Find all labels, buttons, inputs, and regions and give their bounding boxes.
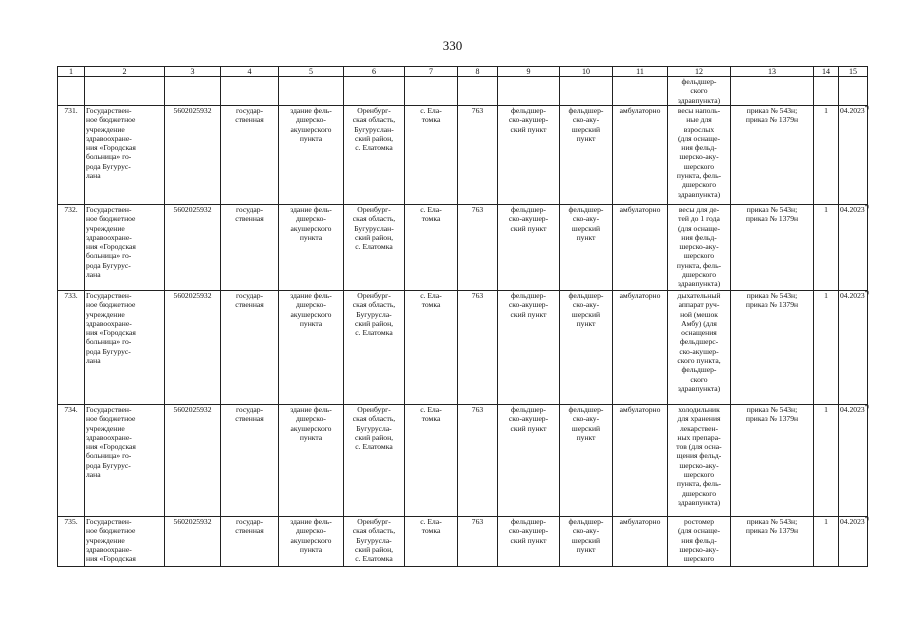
footnote-mark: *) xyxy=(864,205,869,210)
building-type: здание фель- дшерско- акушерского пункта xyxy=(279,405,344,517)
building-type: здание фель- дшерско- акушерского пункта xyxy=(279,205,344,291)
col-header-5: 5 xyxy=(279,67,344,77)
address: Оренбург- ская область, Бугурусла- ский район, с. Елатомка xyxy=(344,291,405,405)
continuation-cell xyxy=(221,77,279,106)
organization-name: Государствен- ное бюджетное учреждение здравоохране- ния «Городская больница» го- рода Бугурус- лана xyxy=(85,106,165,205)
col-header-6: 6 xyxy=(344,67,405,77)
page-number: 330 xyxy=(442,38,463,53)
equipment: весы наполь- ные для взрослых (для оснаще- ния фельд- шерско-аку- шерского пункта, фель- дшерского здравпункта) xyxy=(668,106,731,205)
table-row xyxy=(58,517,868,567)
col-header-11: 11 xyxy=(613,67,668,77)
organization-name: Государствен- ное бюджетное учреждение здравоохране- ния «Городская xyxy=(85,517,165,567)
col-header-14: 14 xyxy=(814,67,839,77)
address: Оренбург- ская область, Бугурусла- ский район, с. Елатомка xyxy=(344,517,405,567)
continuation-cell xyxy=(814,77,839,106)
ownership-form: государ- ственная xyxy=(221,517,279,567)
facility-type: фельдшер- ско-акушер- ский пункт xyxy=(498,517,560,567)
equipment: ростомер (для оснаще- ния фельд- шерско-аку- шерского xyxy=(668,517,731,567)
col-header-10: 10 xyxy=(560,67,613,77)
continuation-cell xyxy=(560,77,613,106)
building-type: здание фель- дшерско- акушерского пункта xyxy=(279,517,344,567)
col-header-8: 8 xyxy=(458,67,498,77)
order-reference: приказ № 543н; приказ № 1379н xyxy=(731,517,814,567)
deadline-date: 04.2023*) xyxy=(839,291,868,405)
continuation-cell xyxy=(731,77,814,106)
settlement: с. Ела- томка xyxy=(405,405,458,517)
care-condition: амбулаторно xyxy=(613,291,668,405)
care-condition: амбулаторно xyxy=(613,405,668,517)
settlement-code: 763 xyxy=(458,517,498,567)
continuation-cell xyxy=(344,77,405,106)
continuation-cell xyxy=(839,77,868,106)
continuation-cell xyxy=(613,77,668,106)
settlement: с. Ела- томка xyxy=(405,517,458,567)
organization-name: Государствен- ное бюджетное учреждение здравоохране- ния «Городская больница» го- рода Бугурус- лана xyxy=(85,405,165,517)
building-type: здание фель- дшерско- акушерского пункта xyxy=(279,291,344,405)
facility-type: фельдшер- ско-акушер- ский пункт xyxy=(498,291,560,405)
continuation-row xyxy=(58,77,868,106)
row-number: 733. xyxy=(58,291,85,405)
equipment: холодильник для хранения лекарствен- ных препара- тов (для осна- щения фельд- шерско-аку- шерского пункта, фель- дшерского здравпункта) xyxy=(668,405,731,517)
quantity: 1 xyxy=(814,405,839,517)
row-number: 735. xyxy=(58,517,85,567)
quantity: 1 xyxy=(814,106,839,205)
deadline-date: 04.2023*) xyxy=(839,205,868,291)
inn-code: 5602025932 xyxy=(165,106,221,205)
equipment: весы для де- тей до 1 года (для оснаще- ния фельд- шерско-аку- шерского пункта, фель- дшерского здравпункта) xyxy=(668,205,731,291)
col-header-9: 9 xyxy=(498,67,560,77)
facility-type: фельдшер- ско-акушер- ский пункт xyxy=(498,405,560,517)
ownership-form: государ- ственная xyxy=(221,405,279,517)
continuation-cell: фельдшер- ского здравпункта) xyxy=(668,77,731,106)
table-row xyxy=(58,405,868,517)
table-row xyxy=(58,291,868,405)
settlement: с. Ела- томка xyxy=(405,291,458,405)
header-row xyxy=(58,67,868,77)
row-number: 732. xyxy=(58,205,85,291)
order-reference: приказ № 543н; приказ № 1379н xyxy=(731,205,814,291)
deadline-date: 04.2023*) xyxy=(839,517,868,567)
inn-code: 5602025932 xyxy=(165,205,221,291)
settlement-code: 763 xyxy=(458,205,498,291)
table-row xyxy=(58,205,868,291)
unit-type: фельдшер- ско-аку- шерский пункт xyxy=(560,517,613,567)
settlement: с. Ела- томка xyxy=(405,205,458,291)
deadline-date: 04.2023*) xyxy=(839,405,868,517)
row-number: 734. xyxy=(58,405,85,517)
quantity: 1 xyxy=(814,205,839,291)
care-condition: амбулаторно xyxy=(613,205,668,291)
footnote-mark: *) xyxy=(864,106,869,111)
row-number: 731. xyxy=(58,106,85,205)
footnote-mark: *) xyxy=(864,291,869,296)
continuation-cell xyxy=(85,77,165,106)
continuation-cell xyxy=(498,77,560,106)
address: Оренбург- ская область, Бугуруслан- ский район, с. Елатомка xyxy=(344,106,405,205)
quantity: 1 xyxy=(814,291,839,405)
facility-type: фельдшер- ско-акушер- ский пункт xyxy=(498,106,560,205)
facility-type: фельдшер- ско-акушер- ский пункт xyxy=(498,205,560,291)
inn-code: 5602025932 xyxy=(165,291,221,405)
care-condition: амбулаторно xyxy=(613,106,668,205)
settlement-code: 763 xyxy=(458,106,498,205)
table-row xyxy=(58,106,868,205)
footnote-mark: *) xyxy=(864,517,869,522)
col-header-4: 4 xyxy=(221,67,279,77)
inn-code: 5602025932 xyxy=(165,405,221,517)
continuation-cell xyxy=(405,77,458,106)
continuation-cell xyxy=(165,77,221,106)
address: Оренбург- ская область, Бугурусла- ский район, с. Елатомка xyxy=(344,405,405,517)
organization-name: Государствен- ное бюджетное учреждение здравоохране- ния «Городская больница» го- рода Бугурус- лана xyxy=(85,291,165,405)
col-header-15: 15 xyxy=(839,67,868,77)
quantity: 1 xyxy=(814,517,839,567)
building-type: здание фель- дшерско- акушерского пункта xyxy=(279,106,344,205)
continuation-cell xyxy=(58,77,85,106)
unit-type: фельдшер- ско-аку- шерский пункт xyxy=(560,106,613,205)
ownership-form: государ- ственная xyxy=(221,291,279,405)
settlement-code: 763 xyxy=(458,405,498,517)
ownership-form: государ- ственная xyxy=(221,205,279,291)
equipment: дыхательный аппарат руч- ной (мешок Амбу) (для оснащения фельдшерс- ско-акушер- ского пункта, фельдшер- ского здравпункта) xyxy=(668,291,731,405)
unit-type: фельдшер- ско-аку- шерский пункт xyxy=(560,291,613,405)
registry-table xyxy=(57,66,868,567)
unit-type: фельдшер- ско-аку- шерский пункт xyxy=(560,205,613,291)
footnote-mark: *) xyxy=(864,405,869,410)
deadline-date: 04.2023*) xyxy=(839,106,868,205)
col-header-13: 13 xyxy=(731,67,814,77)
address: Оренбург- ская область, Бугуруслан- ский район, с. Елатомка xyxy=(344,205,405,291)
organization-name: Государствен- ное бюджетное учреждение здравоохране- ния «Городская больница» го- рода Бугурус- лана xyxy=(85,205,165,291)
continuation-cell xyxy=(458,77,498,106)
settlement: с. Ела- томка xyxy=(405,106,458,205)
continuation-cell xyxy=(279,77,344,106)
ownership-form: государ- ственная xyxy=(221,106,279,205)
col-header-12: 12 xyxy=(668,67,731,77)
col-header-2: 2 xyxy=(85,67,165,77)
order-reference: приказ № 543н; приказ № 1379н xyxy=(731,405,814,517)
order-reference: приказ № 543н; приказ № 1379н xyxy=(731,106,814,205)
col-header-3: 3 xyxy=(165,67,221,77)
col-header-7: 7 xyxy=(405,67,458,77)
care-condition: амбулаторно xyxy=(613,517,668,567)
inn-code: 5602025932 xyxy=(165,517,221,567)
unit-type: фельдшер- ско-аку- шерский пункт xyxy=(560,405,613,517)
col-header-1: 1 xyxy=(58,67,85,77)
order-reference: приказ № 543н; приказ № 1379н xyxy=(731,291,814,405)
settlement-code: 763 xyxy=(458,291,498,405)
